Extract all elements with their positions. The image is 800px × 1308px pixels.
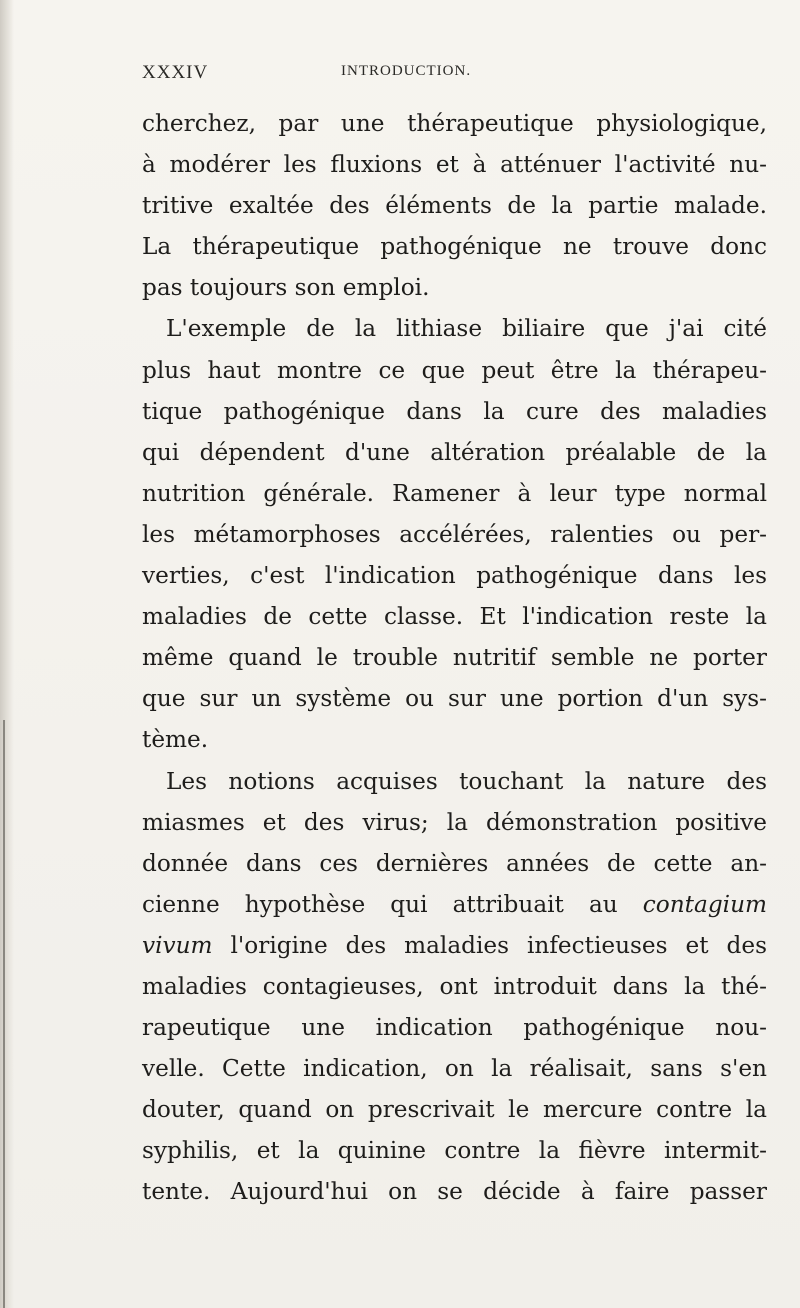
- text-line: cherchez, par une thérapeutique physiologique,: [142, 110, 767, 137]
- text-line: que sur un système ou sur une portion d'un sys-: [142, 685, 767, 713]
- text-line: nutrition générale. Ramener à leur type normal: [142, 479, 767, 507]
- text-line: qui dépendent d'une altération préalable de la: [142, 438, 767, 466]
- text-line: tente. Aujourd'hui on se décide à faire passer: [142, 1178, 767, 1206]
- text-line: rapeutique une indication pathogénique nou-: [142, 1014, 767, 1042]
- page-gutter-shadow: [0, 0, 14, 1308]
- text-line: verties, c'est l'indication pathogénique dans les: [142, 562, 767, 590]
- text-line: douter, quand on prescrivait le mercure contre la: [142, 1096, 767, 1124]
- text-line: plus haut montre ce que peut être la thérapeu-: [142, 356, 767, 384]
- text-line: syphilis, et la quinine contre la fièvre intermit-: [142, 1137, 767, 1165]
- text-line: maladies contagieuses, ont introduit dans la thé-: [142, 972, 767, 1000]
- text-line: Les notions acquises touchant la nature des: [166, 767, 767, 795]
- text-line: L'exemple de la lithiase biliaire que j'ai cité: [166, 315, 767, 343]
- text-run: cienne hypothèse qui attribuait au: [142, 890, 643, 918]
- body-text: [142, 103, 767, 1213]
- text-line: à modérer les fluxions et à atténuer l'activité nu-: [142, 151, 767, 179]
- running-head: INTRODUCTION.: [341, 63, 472, 79]
- page-header: [0, 62, 800, 92]
- gutter-edge-line: [3, 720, 5, 1308]
- italic-term: contagium: [642, 890, 767, 918]
- text-line: tique pathogénique dans la cure des maladies: [142, 397, 767, 425]
- text-line: même quand le trouble nutritif semble ne porter: [142, 644, 767, 672]
- text-line: [142, 925, 767, 966]
- text-line: [142, 884, 767, 925]
- text-line: donnée dans ces dernières années de cette an-: [142, 849, 767, 877]
- text-line: pas toujours son emploi.: [142, 274, 430, 302]
- text-run: l'origine des maladies infectieuses et des: [212, 931, 767, 959]
- page-number: XXXIV: [142, 62, 209, 83]
- text-line: les métamorphoses accélérées, ralenties ou per-: [142, 520, 767, 548]
- text-line: tritive exaltée des éléments de la partie malade.: [142, 192, 767, 220]
- text-line: tème.: [142, 726, 209, 754]
- text-line: miasmes et des virus; la démonstration positive: [142, 808, 767, 836]
- text-line: maladies de cette classe. Et l'indication reste la: [142, 603, 767, 631]
- italic-term: vivum: [142, 931, 213, 959]
- text-line: La thérapeutique pathogénique ne trouve donc: [142, 233, 767, 261]
- text-line: velle. Cette indication, on la réalisait, sans s'en: [142, 1055, 767, 1083]
